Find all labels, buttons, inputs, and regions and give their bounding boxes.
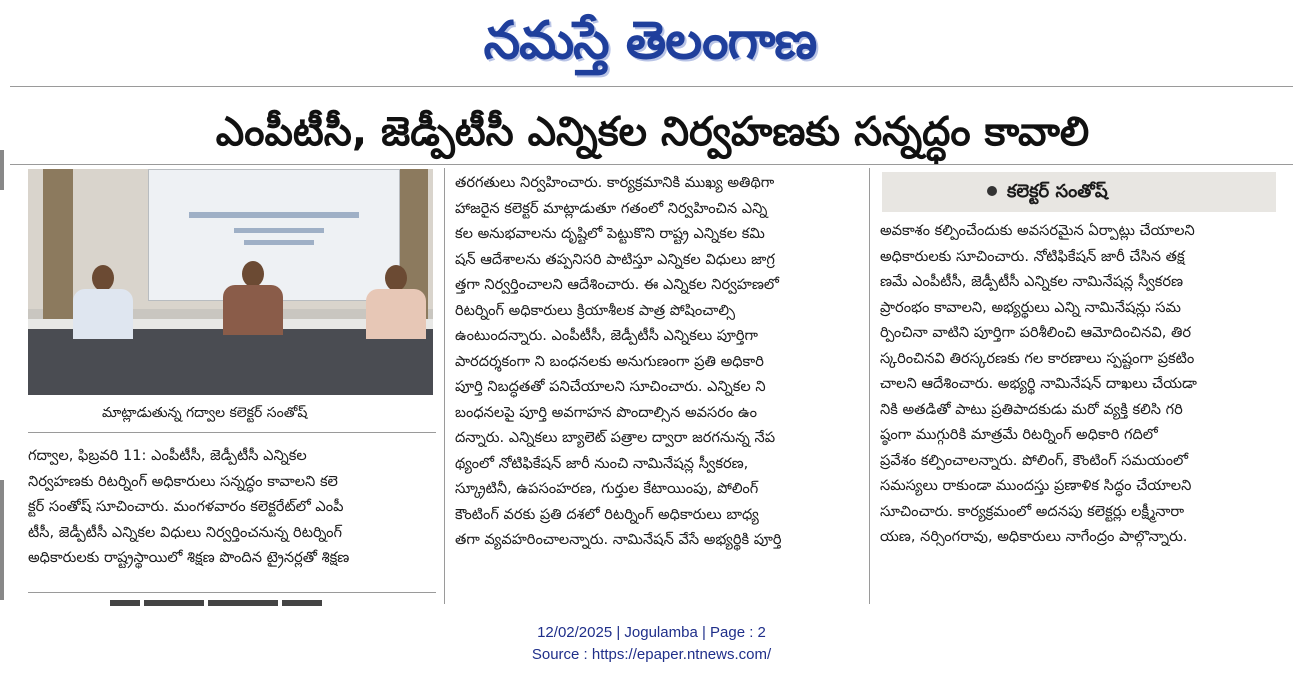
article-column-3 xyxy=(880,218,1278,550)
bullet-icon xyxy=(987,186,997,196)
text-line: చాలని ఆదేశించారు. అభ్యర్థి నామినేషన్ దాఖలు చేయడా xyxy=(880,375,1197,392)
text-line: గద్వాల, ఫిబ్రవరి 11: ఎంపీటీసీ, జెడ్పీటీసీ ఎన్నికల xyxy=(28,447,307,464)
cropped-next-headline xyxy=(110,600,390,606)
text-line: థ్యంలో నోటిఫికేషన్ జారీ నుంచి నామినేషన్ల స్వీకరణ, xyxy=(455,454,749,472)
page-edge-mark xyxy=(0,150,4,190)
text-line: కల అనుభవాలను దృష్టిలో పెట్టుకొని రాష్ట్ర ఎన్నికల కమి xyxy=(455,225,765,242)
text-line: కౌంటింగ్ వరకు ప్రతి దశలో రిటర్నింగ్ అధికారులు బాధ్య xyxy=(455,505,759,523)
page-edge-mark xyxy=(0,480,4,600)
text-line: నిర్వహణకు రిటర్నింగ్ అధికారులు సన్నద్ధం కావాలని కలె xyxy=(28,472,338,490)
text-line: సమస్యలు రాకుండా ముందస్తు ప్రణాళిక సిద్ధం చేయాలని xyxy=(880,477,1192,494)
masthead-divider xyxy=(10,86,1293,87)
page-footer xyxy=(0,622,1303,666)
text-line: అధికారులకు సూచించారు. నోటిఫికేషన్ జారీ చేసిన తక్ష xyxy=(880,247,1185,265)
edition-info: 12/02/2025 | Jogulamba | Page : 2 xyxy=(537,624,766,641)
text-line: నికి అతడితో పాటు ప్రతిపాదకుడు మరో వ్యక్తి కలిసి గరి xyxy=(880,400,1183,418)
text-line: షన్ ఆదేశాలను తప్పనిసరి పాటిస్తూ ఎన్నికల విధులు జాగ్ర xyxy=(455,250,775,268)
text-line: ప్రవేశం కల్పించాలన్నారు. పోలింగ్, కౌంటింగ్ సమయంలో xyxy=(880,451,1189,469)
text-line: సూచించారు. కార్యక్రమంలో అదనపు కలెక్టర్లు లక్ష్మీనారా xyxy=(880,502,1185,520)
newspaper-logo: నమస్తే తెలంగాణ xyxy=(483,11,817,71)
text-line: దన్నారు. ఎన్నికలు బ్యాలెట్ పత్రాల ద్వారా జరగనున్న నేప xyxy=(455,429,776,446)
projector-screen xyxy=(148,169,400,301)
headline-divider xyxy=(10,164,1293,165)
text-line: తగా వ్యవహరించాలన్నారు. నామినేషన్ వేసే అభ్యర్థికి పూర్తి xyxy=(455,531,782,548)
column-bottom-divider xyxy=(28,592,436,593)
text-line: ర్పించినా వాటిని పూర్తిగా పరిశీలించి ఆమోదించినవి, తిర xyxy=(880,324,1192,341)
masthead xyxy=(0,0,1303,84)
subheading-box xyxy=(882,172,1276,212)
text-line: అధికారులకు రాష్ట్రస్థాయిలో శిక్షణ పొందిన ట్రైనర్లతో శిక్షణ xyxy=(28,549,350,566)
subheading: కలెక్టర్ సంతోష్ xyxy=(1007,181,1108,202)
source-link[interactable]: Source : https://epaper.ntnews.com/ xyxy=(531,646,772,663)
text-line: పారదర్శకంగా ని బంధనలకు అనుగుణంగా ప్రతి అధికారి xyxy=(455,352,764,370)
text-line: యణ, నర్సింగరావు, అధికారులు నాగేంద్రం పాల్గొన్నారు. xyxy=(880,528,1188,545)
text-line: క్టర్ సంతోష్ సూచించారు. మంగళవారం కలెక్టరేట్‌లో ఎంపీ xyxy=(28,498,344,515)
caption-divider xyxy=(28,432,436,433)
text-line: త్తగా నిర్వర్తించాలని ఆదేశించారు. ఈ ఎన్నికల నిర్వహణలో xyxy=(455,276,779,293)
text-line: ణమే ఎంపీటీసీ, జెడ్పీటీసీ ఎన్నికల నామినేషన్ల స్వీకరణ xyxy=(880,273,1184,290)
text-line: టీసీ, జెడ్పీటీసీ ఎన్నికల విధులు నిర్వర్తించనున్న రిటర్నింగ్ xyxy=(28,523,343,541)
text-line: ప్రారంభం కావాలని, అభ్యర్థులు ఎన్ని నామినేషన్లు సమ xyxy=(880,298,1181,316)
article-headline: ఎంపీటీసీ, జెడ్పీటీసీ ఎన్నికల నిర్వహణకు సన్నద్ధం కావాలి xyxy=(215,109,1090,155)
text-line: ఉంటుందన్నారు. ఎంపీటీసీ, జెడ్పీటీసీ ఎన్నికలు పూర్తిగా xyxy=(455,327,758,344)
text-line: పూర్తి నిబద్ధతతో పనిచేయాలని సూచించారు. ఎన్నికల ని xyxy=(455,378,766,395)
article-column-1 xyxy=(28,443,436,571)
text-line: రిటర్నింగ్ అధికారులు క్రియాశీలక పాత్ర పోషించాల్సి xyxy=(455,301,736,319)
text-line: తరగతులు నిర్వహించారు. కార్యక్రమానికి ముఖ్య అతిథిగా xyxy=(455,174,775,191)
text-line: స్కరించినవి తిరస్కరణకు గల కారణాలు స్పష్టంగా ప్రకటిం xyxy=(880,349,1195,367)
article-photo xyxy=(28,169,433,395)
text-line: బంధనలపై పూర్తి అవగాహన పొందాల్సిన అవసరం ఉం xyxy=(455,403,758,421)
article-column-2 xyxy=(455,170,860,553)
text-line: స్క్రూటినీ, ఉపసంహరణ, గుర్తుల కేటాయింపు, పోలింగ్ xyxy=(455,480,759,497)
column-rule-2 xyxy=(869,168,870,604)
photo-caption: మాట్లాడుతున్న గద్వాల కలెక్టర్ సంతోష్ xyxy=(102,405,308,421)
text-line: ష్ఠంగా ముగ్గురికి మాత్రమే రిటర్నింగ్ అధికారి గదిలో xyxy=(880,426,1158,443)
column-rule-1 xyxy=(444,168,445,604)
text-line: అవకాశం కల్పించేందుకు అవసరమైన ఏర్పాట్లు చేయాలని xyxy=(880,222,1195,239)
text-line: హాజరైన కలెక్టర్ మాట్లాడుతూ గతంలో నిర్వహించిన ఎన్ని xyxy=(455,199,768,217)
